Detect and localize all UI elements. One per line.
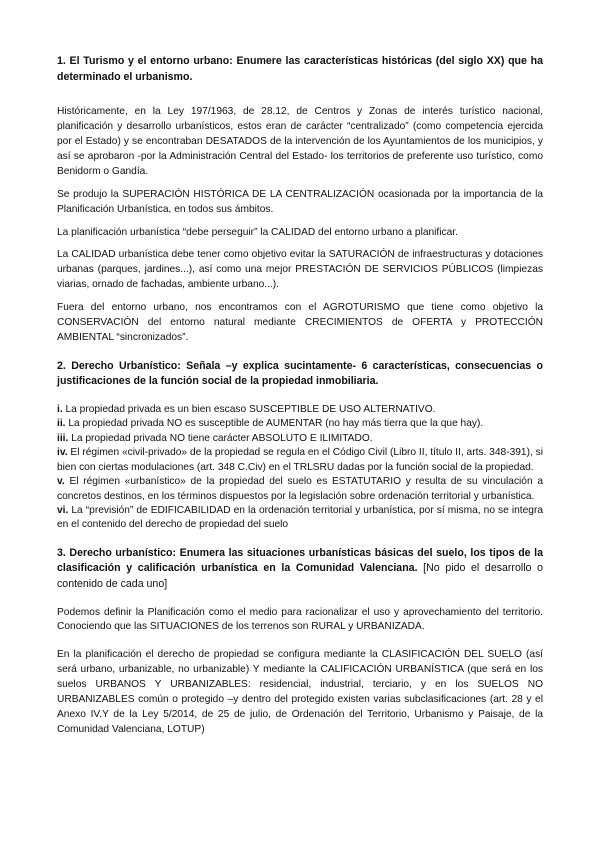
section1-heading: 1. El Turismo y el entorno urbano: Enumere las características históricas (del siglo XX) que ha determinado el urbanismo. xyxy=(57,55,543,83)
section3-heading-note: [No pido el desarrollo o contenido de cada uno] xyxy=(57,562,543,590)
list-item-text: El régimen «civil-privado» de la propiedad se regula en el Código Civil (Libro II, título II, arts. 348-391), si bien con ciertas modulaciones (art. 348 C.Civ) en el TRLSRU dadas por la función social de la propiedad. xyxy=(57,447,543,473)
list-item-number: v. xyxy=(57,476,65,488)
section3-paragraph: En la planificación el derecho de propiedad se configura mediante la CLASIFICACIÓN DEL SUELO (así será urbano, urbanizable, no urbanizable) Y mediante la CALIFICACIÓN URBANÍSTICA (que será en los suelos URBANOS Y URBANIZABLES: residencial, industrial, terciario, y en los SUELOS NO URBANIZABLES común o protegido –y dentro del protegido existen varias subclasificaciones (art. 28 y el Anexo IV.Y de la Ley 5/2014, de 25 de julio, de Ordenación del Territorio, Urbanismo y Paisaje, de la Comunidad Valenciana, LOTUP) xyxy=(57,649,543,735)
list-item xyxy=(57,446,543,475)
list-item xyxy=(57,403,543,417)
list-item xyxy=(57,432,543,446)
list-item-number: i. xyxy=(57,404,63,416)
list-item-number: ii. xyxy=(57,418,66,430)
list-item-number: iv. xyxy=(57,447,68,459)
list-item-text: El régimen «urbanístico» de la propiedad del suelo es ESTATUTARIO y resulta de su vinculación a concretos destinos, en los términos dispuestos por la legislación sobre ordenación territorial y urbanística. xyxy=(57,476,543,502)
list-item xyxy=(57,475,543,504)
list-item xyxy=(57,417,543,431)
list-item xyxy=(57,504,543,533)
section1-paragraph: Fuera del entorno urbano, nos encontramos con el AGROTURISMO que tiene como objetivo la CONSERVACIÓN del entorno natural mediante CRECIMIENTOS de OFERTA y PROTECCIÓN AMBIENTAL “sincronizados”. xyxy=(57,302,543,343)
section1-paragraph: Se produjo la SUPERACIÓN HISTÓRICA DE LA CENTRALIZACIÓN ocasionada por la importancia de la Planificación Urbanística, en todos sus ámbitos. xyxy=(57,188,543,215)
list-item-text: La “previsión” de EDIFICABILIDAD en la ordenación territorial y urbanística, por sí misma, no se integra en el contenido del derecho de propiedad del suelo xyxy=(57,504,543,531)
list-item-text: La propiedad privada NO tiene carácter ABSOLUTO E ILIMITADO. xyxy=(68,432,373,444)
list-item-number: iii. xyxy=(57,432,69,444)
list-item-text: La propiedad privada es un bien escaso SUSCEPTIBLE DE USO ALTERNATIVO. xyxy=(62,404,436,416)
section1-paragraph: Históricamente, en la Ley 197/1963, de 28.12, de Centros y Zonas de interés turístico nacional, planificación y desarrollo urbanísticos, estos eran de carácter “centralizado” (como competencia ejercida por el Estado) y se encontraban DESATADOS de la intervención de los Ayuntamientos de los municipios, y así se aprobaron -por la Administración Central del Estado- los territorios de preferente uso turístico, como Benidorm o Gandía. xyxy=(57,106,543,177)
section1-paragraph: La planificación urbanística “debe perseguir” la CALIDAD del entorno urbano a planificar. xyxy=(57,226,458,238)
section3-paragraph: Podemos definir la Planificación como el medio para racionalizar el uso y aprovechamiento del territorio. Conociendo que las SITUACIONES de los terrenos son RURAL y URBANIZADA. xyxy=(57,606,543,633)
section2-list xyxy=(57,403,543,533)
section1-paragraph: La CALIDAD urbanística debe tener como objetivo evitar la SATURACIÓN de infraestructuras y dotaciones urbanas (parques, jardines...), así como una mejor PRESTACIÓN DE SERVICIOS PÚBLICOS (limpiezas viarias, ornado de fachadas, ambiente urbano...). xyxy=(57,249,543,291)
section3-heading-text: 3. Derecho urbanístico: Enumera las situaciones urbanísticas básicas del suelo, los tipos de la clasificación y calificación urbanística en la Comunidad Valenciana. xyxy=(57,546,543,575)
document-page xyxy=(57,54,543,738)
section2-heading: 2. Derecho Urbanístico: Señala –y explica sucintamente- 6 características, consecuencias o justificaciones de la función social de la propiedad inmobiliaria. xyxy=(57,359,543,388)
list-item-number: vi. xyxy=(57,504,69,516)
section3-heading xyxy=(57,546,543,593)
list-item-text: La propiedad privada NO es susceptible de AUMENTAR (no hay más tierra que la que hay). xyxy=(65,418,484,430)
